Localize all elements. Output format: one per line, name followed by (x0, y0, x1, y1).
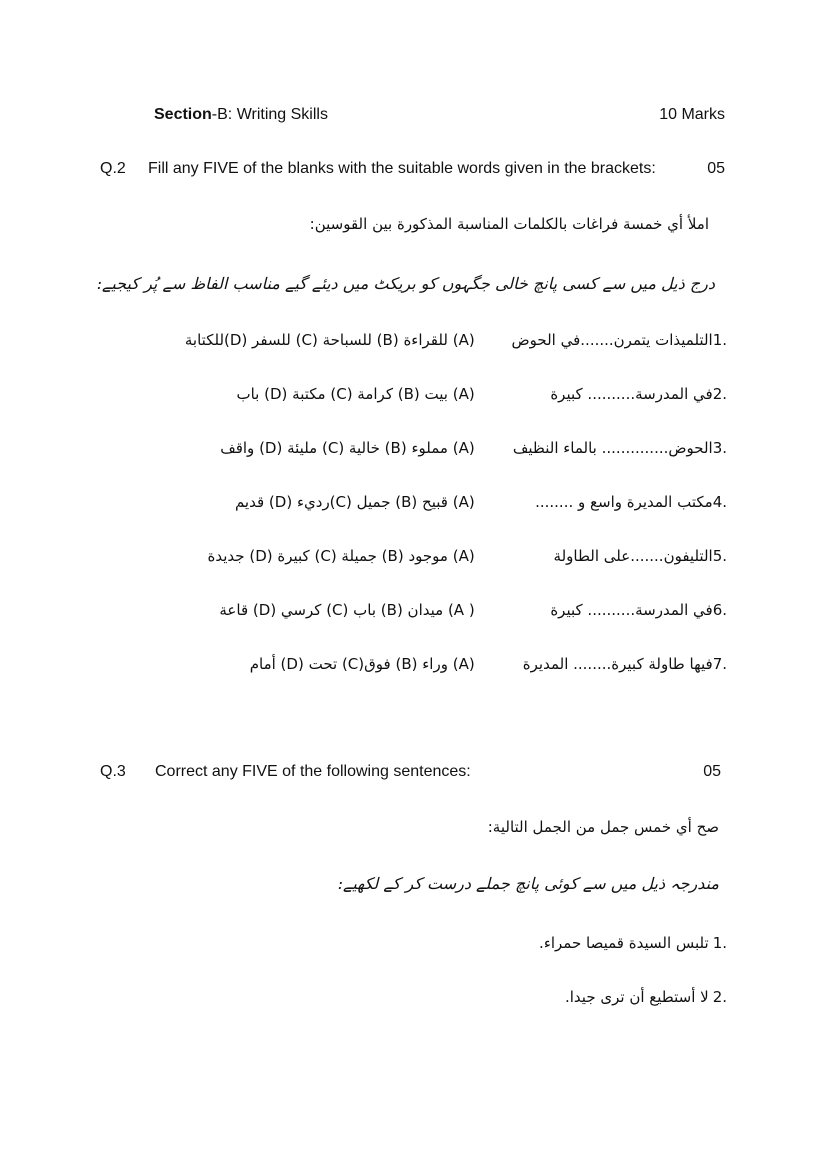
item-number: 2. (712, 385, 727, 403)
q2-instruction: Fill any FIVE of the blanks with the suitable words given in the brackets: (148, 160, 656, 177)
q2-item (235, 493, 727, 511)
q3-urdu-instruction: مندرجہ ذیل میں سے کوئی پانچ جملے درست کر کے لکھیے: (337, 874, 719, 893)
q3-marks: 05 (703, 763, 721, 780)
item-sentence: تلبس السيدة قميصا حمراء. (539, 934, 709, 952)
item-sentence: التلميذات يتمرن.......في الحوض (511, 331, 713, 349)
item-sentence: التليفون.......على الطاولة (553, 547, 713, 565)
section-label: Section (154, 106, 212, 123)
item-options: ( A) ميدان (B) باب (C) كرسي (D) قاعة (219, 601, 475, 619)
q2-item (236, 385, 727, 403)
q2-arabic-instruction: املأ أي خمسة فراغات بالكلمات المناسبة المذكورة بين القوسين: (309, 215, 709, 233)
item-sentence: الحوض.............. بالماء النظيف (512, 439, 713, 457)
item-number: 1. (712, 934, 727, 952)
item-options: (A) موجود (B) جميلة (C) كبيرة (D) جديدة (207, 547, 475, 565)
q3-item (565, 988, 727, 1006)
q2-item (219, 601, 727, 619)
item-sentence: مكتب المديرة واسع و ........ (535, 493, 713, 511)
q3-item (539, 934, 727, 952)
item-options: (A) وراء (B) فوق(C) تحت (D) أمام (249, 655, 475, 673)
q2-item (250, 655, 727, 673)
q2-item (208, 547, 728, 565)
item-number: 3. (712, 439, 727, 457)
q3-arabic-instruction: صح أي خمس جمل من الجمل التالية: (487, 818, 719, 836)
q2-urdu-instruction: درج ذیل میں سے کسی پانچ خالی جگہوں کو بریکٹ میں دیئے گیے مناسب الفاظ سے پُر کیجیے: (96, 274, 715, 293)
q3-number: Q.3 (100, 763, 126, 780)
item-options: (A) بيت (B) كرامة (C) مكتبة (D) باب (236, 385, 475, 403)
item-number: 5. (712, 547, 727, 565)
item-sentence: في المدرسة.......... كبيرة (550, 601, 713, 619)
item-options: (A) للقراءة (B) للسباحة (C) للسفر (D)للكتابة (184, 331, 475, 349)
item-number: 7. (712, 655, 727, 673)
q2-number: Q.2 (100, 160, 126, 177)
item-options: (A) قبيح (B) جميل (C)رديء (D) قديم (234, 493, 475, 511)
q3-instruction: Correct any FIVE of the following sentences: (155, 763, 471, 780)
item-sentence: لا أستطيع أن ترى جيدا. (565, 988, 709, 1006)
item-number: 6. (712, 601, 727, 619)
item-number: 4. (712, 493, 727, 511)
item-sentence: فيها طاولة كبيرة........ المديرة (522, 655, 713, 673)
q2-marks: 05 (707, 160, 725, 177)
q2-item (220, 439, 727, 457)
item-number: 2. (712, 988, 727, 1006)
item-number: 1. (712, 331, 727, 349)
section-marks: 10 Marks (659, 106, 725, 123)
section-title (154, 106, 328, 124)
q2-item (185, 331, 727, 349)
item-sentence: في المدرسة.......... كبيرة (550, 385, 713, 403)
item-options: (A) مملوء (B) خالية (C) مليئة (D) واقف (220, 439, 475, 457)
section-name: -B: Writing Skills (211, 106, 328, 123)
